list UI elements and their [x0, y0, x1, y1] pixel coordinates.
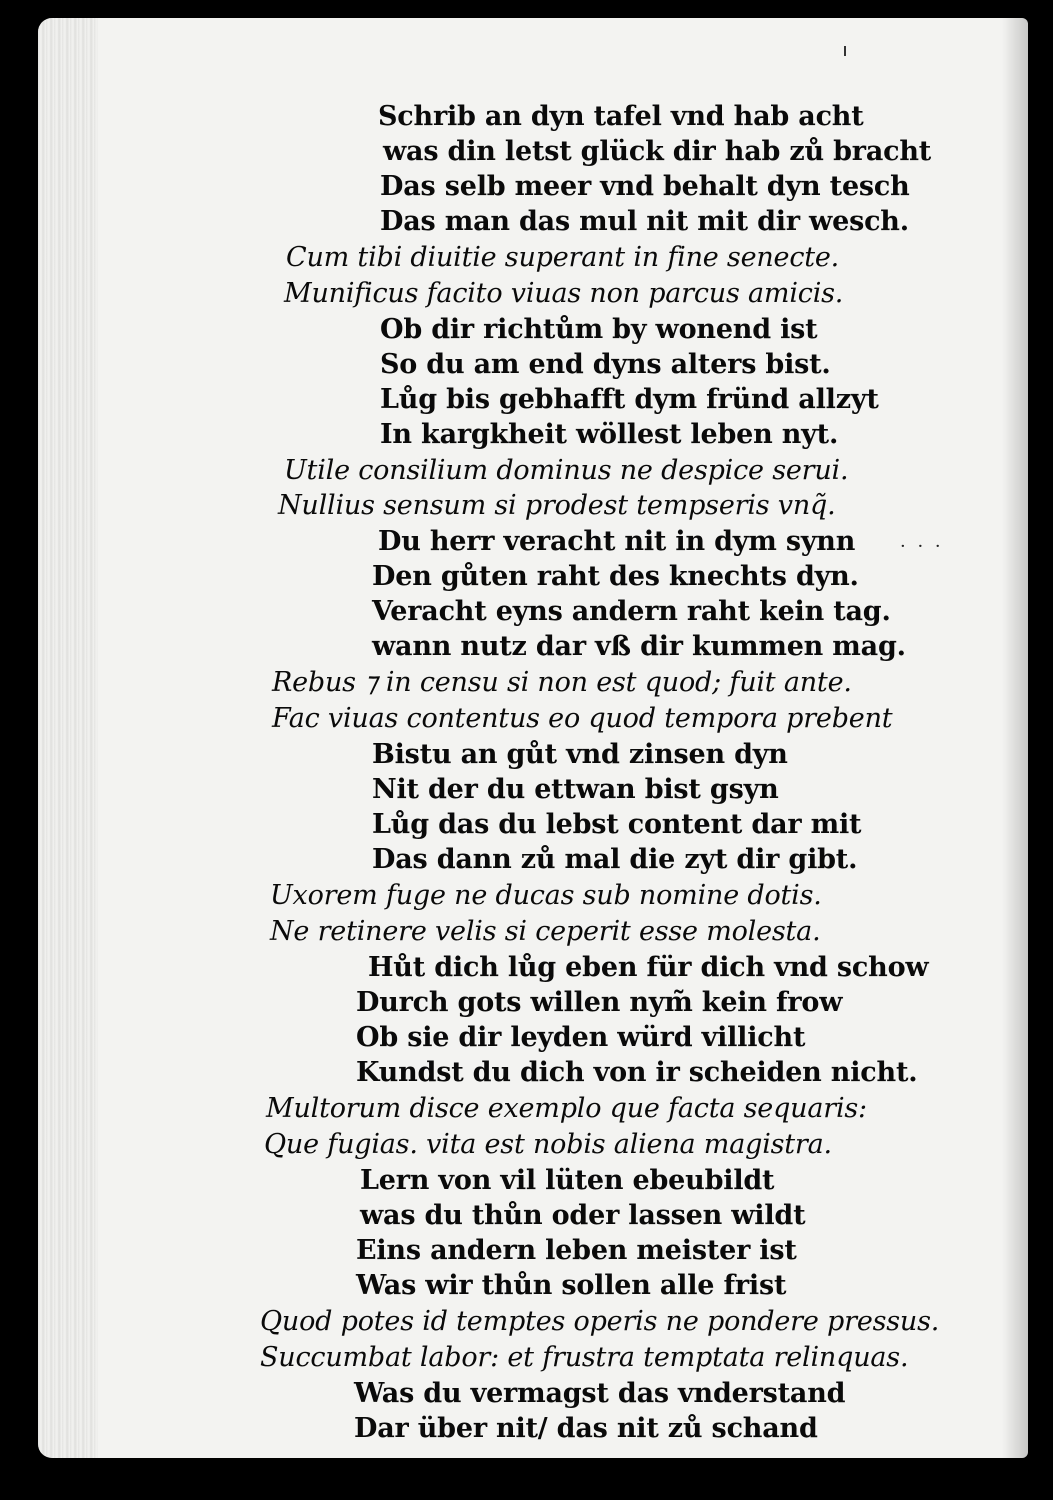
verse-line: Veracht eyns andern raht kein tag. — [372, 596, 891, 627]
verse-line: Eins andern leben meister ist — [356, 1235, 797, 1266]
verse-line: was din letst glück dir hab zů bracht — [383, 136, 932, 167]
verse-line: Ob sie dir leyden würd villicht — [356, 1022, 806, 1053]
latin-line: Nullius sensum si prodest tempseris vnq̃. — [278, 490, 836, 521]
verse-line: Lern von vil lüten ebeubildt — [360, 1165, 775, 1196]
verse-line: Lůg bis gebhafft dym fründ allzyt — [380, 384, 879, 415]
verse-line: Das dann zů mal die zyt dir gibt. — [372, 844, 858, 875]
verse-line: Kundst du dich von ir scheiden nicht. — [356, 1057, 918, 1088]
verse-line: Das man das mul nit mit dir wesch. — [380, 206, 909, 237]
latin-line: Utile consilium dominus ne despice serui. — [284, 455, 849, 486]
page-mark — [844, 46, 846, 56]
verse-line: Den gůten raht des knechts dyn. — [372, 561, 859, 592]
verse-line: Dar über nit/ das nit zů schand — [354, 1413, 818, 1444]
verse-line: Was wir thůn sollen alle frist — [356, 1270, 787, 1301]
ink-specks: · · · — [900, 536, 944, 557]
verse-line: In kargkheit wöllest leben nyt. — [380, 419, 839, 450]
latin-line: Uxorem fuge ne ducas sub nomine dotis. — [270, 880, 822, 911]
verse-line: Lůg das du lebst content dar mit — [372, 809, 862, 840]
verse-line: Hůt dich lůg eben für dich vnd schow — [368, 952, 929, 983]
verse-line: Du herr veracht nit in dym synn — [378, 526, 856, 557]
latin-line: Que fugias. vita est nobis aliena magistra. — [264, 1129, 832, 1160]
latin-line: Succumbat labor: et frustra temptata relinquas. — [260, 1342, 909, 1373]
verse-line: Was du vermagst das vnderstand — [354, 1378, 846, 1409]
verse-line: So du am end dyns alters bist. — [380, 349, 831, 380]
latin-line: Munificus facito viuas non parcus amicis. — [284, 278, 844, 309]
book-page — [38, 18, 1028, 1458]
latin-line: Multorum disce exemplo que facta sequaris: — [266, 1093, 867, 1124]
latin-line: Cum tibi diuitie superant in fine senecte. — [286, 242, 840, 273]
gutter-shadow — [1002, 18, 1028, 1458]
latin-line: Quod potes id temptes operis ne pondere pressus. — [260, 1306, 940, 1337]
verse-line: was du thůn oder lassen wildt — [360, 1200, 806, 1231]
page-edge-stack — [38, 18, 98, 1458]
verse-line: Nit der du ettwan bist gsyn — [372, 774, 779, 805]
latin-line: Ne retinere velis si ceperit esse molesta. — [270, 916, 821, 947]
verse-line: Das selb meer vnd behalt dyn tesch — [380, 171, 910, 202]
verse-line: Schrib an dyn tafel vnd hab acht — [378, 101, 864, 132]
verse-line: Bistu an gůt vnd zinsen dyn — [372, 739, 788, 770]
latin-line: Fac viuas contentus eo quod tempora prebent — [272, 703, 893, 734]
verse-line: Durch gots willen nym̃ kein frow — [356, 987, 843, 1018]
latin-line: Rebus ⁊ in censu si non est quod; fuit ante. — [272, 667, 852, 698]
verse-line: wann nutz dar vß dir kummen mag. — [372, 631, 906, 662]
verse-line: Ob dir richtům by wonend ist — [380, 314, 818, 345]
